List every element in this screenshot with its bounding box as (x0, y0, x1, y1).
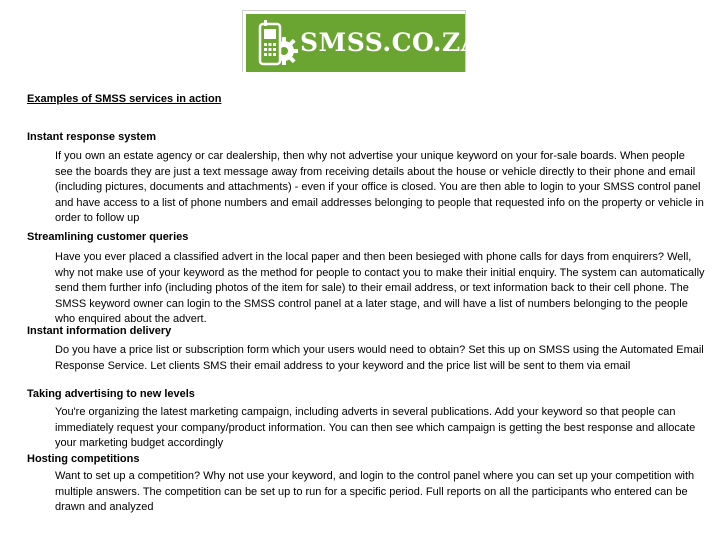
section-heading-competitions: Hosting competitions (27, 453, 140, 465)
section-body-streamlining: Have you ever placed a classified advert in the local paper and then been besieged with phone calls for days from enquirers? Well, why not make use of your keyword as the method for people to contact you to make their initial enquiry. The system can automatically send them further info (including photos of the item for sale) to their email address, or text information back to their cell phone. The SMSS keyword owner can login to the SMSS control panel at a later stage, and will have a list of numbers belonging to the people who enquired about the advert. (55, 251, 705, 325)
logo-text: SMSS.CO.ZA (300, 28, 481, 57)
section-heading-instant-information: Instant information delivery (27, 325, 172, 337)
section-body-instant-response: If you own an estate agency or car dealership, then why not advertise your unique keyword on your for-sale boards. When people see the boards they are just a text message away from receiving details about the house or vehicle directly to their phone and email (including pictures, documents and attachments) - even if your office is closed. You are then able to login to your SMSS control panel and have access to a list of phone numbers and email addresses belonging to people that requested info on the property or vehicle in order to follow up (55, 150, 704, 224)
section-heading-advertising: Taking advertising to new levels (27, 388, 195, 400)
section-heading-streamlining: Streamlining customer queries (27, 231, 189, 243)
section-body-advertising: You're organizing the latest marketing campaign, including adverts in several publications. Add your keyword so that people can immediately request your company/product information. You can then see which campaign is getting the best response and allocate your marketing budget accordingly (55, 406, 696, 449)
section-body-instant-information: Do you have a price list or subscription form which your users would need to obtain? Set this up on SMSS using the Automated Email Response Service. Let clients SMS their email address to your keyword and the price list will be sent to them via email (55, 344, 704, 372)
section-body-competitions: Want to set up a competition? Why not use your keyword, and login to the control panel where you can set up your competition with multiple answers. The competition can be set up to run for a specific period. Full reports on all the participants who entered can be drawn and analyzed (55, 470, 695, 513)
page-title: Examples of SMSS services in action (27, 93, 222, 105)
phone-gear-icon (252, 18, 300, 70)
section-heading-instant-response: Instant response system (27, 131, 156, 143)
logo (246, 14, 481, 72)
